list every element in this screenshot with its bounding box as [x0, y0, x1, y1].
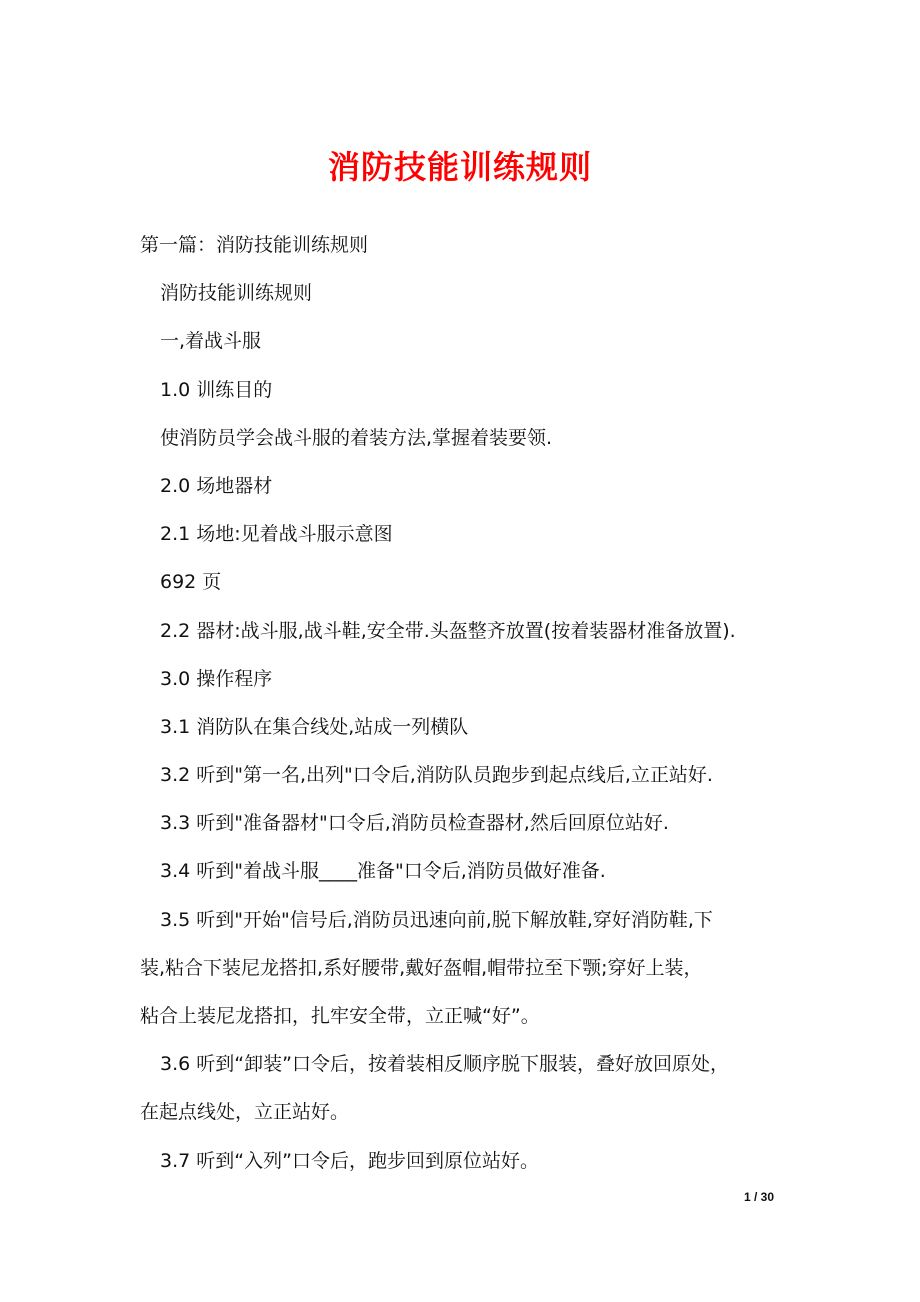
- paragraph-line: 消防技能训练规则: [160, 282, 313, 305]
- paragraph-line: 使消防员学会战斗服的着装方法,掌握着装要领.: [160, 426, 553, 449]
- paragraph-line: 3.0 操作程序: [160, 667, 273, 690]
- paragraph-line: 2.0 场地器材: [160, 474, 273, 497]
- paragraph-line: 一,着战斗服: [160, 330, 262, 353]
- page-number: 1 / 30: [744, 1190, 775, 1204]
- paragraph-line: 692 页: [160, 571, 222, 594]
- paragraph-line: 装,粘合下装尼龙搭扣,系好腰带,戴好盔帽,帽带拉至下颚;穿好上装，: [140, 956, 703, 979]
- paragraph-line: 3.1 消防队在集合线处,站成一列横队: [160, 715, 469, 738]
- paragraph-line: 第一篇：消防技能训练规则: [140, 234, 369, 256]
- paragraph-line: 3.5 听到"开始"信号后,消防员迅速向前,脱下解放鞋,穿好消防鞋,下: [160, 908, 713, 931]
- paragraph-line: 2.1 场地:见着战斗服示意图: [160, 523, 393, 546]
- paragraph-line: 3.6 听到“卸装”口令后，按着装相反顺序脱下服装，叠好放回原处，: [160, 1053, 729, 1076]
- paragraph-line: 1.0 训练目的: [160, 378, 273, 401]
- paragraph-line: 粘合上装尼龙搭扣，扎牢安全带，立正喊“好”。: [140, 1005, 540, 1027]
- paragraph-line: 在起点线处，立正站好。: [140, 1101, 350, 1124]
- paragraph-line: 3.7 听到“入列”口令后，跑步回到原位站好。: [160, 1149, 539, 1172]
- paragraph-line: 2.2 器材:战斗服,战斗鞋,安全带.头盔整齐放置(按着装器材准备放置).: [160, 619, 736, 642]
- document-title: 消防技能训练规则: [327, 148, 592, 186]
- paragraph-line: 3.4 听到"着战斗服____准备"口令后,消防员做好准备.: [160, 860, 606, 883]
- paragraph-line: 3.2 听到"第一名,出列"口令后,消防队员跑步到起点线后,立正站好.: [160, 764, 713, 787]
- paragraph-line: 3.3 听到"准备器材"口令后,消防员检查器材,然后回原位站好.: [160, 812, 669, 835]
- document-body: [140, 221, 800, 1185]
